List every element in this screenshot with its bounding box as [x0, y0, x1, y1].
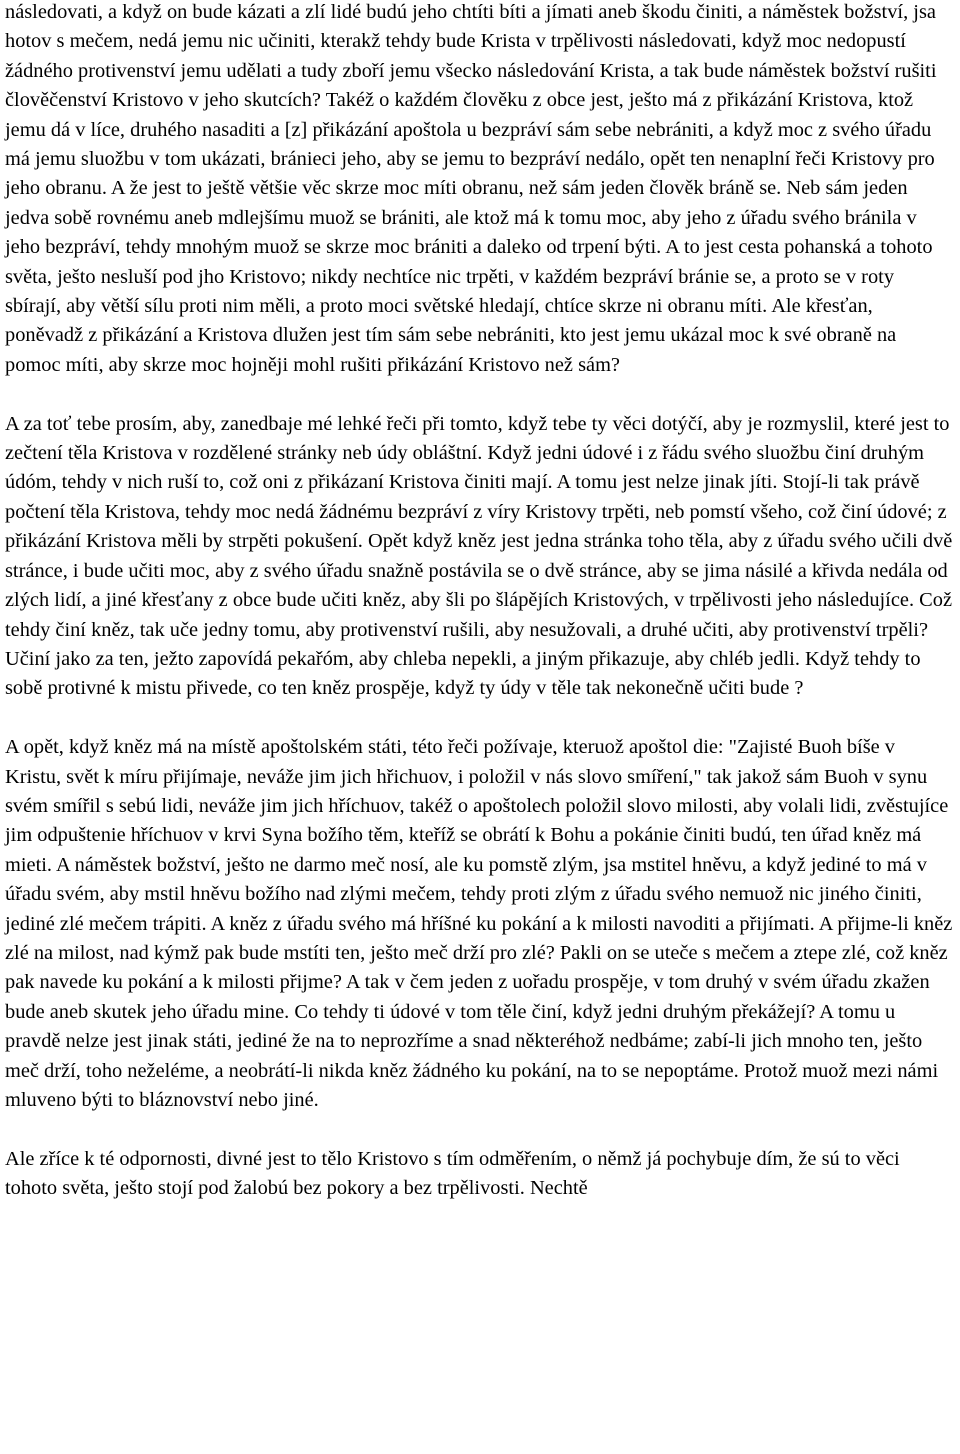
paragraph-1: následovati, a když on bude kázati a zlí lidé budú jeho chtíti bíti a jímati aneb škodu činiti, a náměstek božství, jsa hotov s mečem, nedá jemu nic učiniti, kterakž tehdy bude Krista v trpělivosti následovati, když moc nedopustí žádného protivenství jemu udělati a tudy zboří jemu všecko následování Krista, a tak bude náměstek božství rušiti člověčenství Kristovo v jeho skutcích? Takéž o každém člověku z obce jest, ješto má z přikázání Kristova, ktož jemu dá v líce, druhého nasaditi a [z] přikázání apoštola u bezpráví sám sebe nebrániti, a když moc z svého úřadu má jemu sluožbu v tom ukázati, bránieci jeho, aby se jemu to bezpráví nedálo, opět ten nenaplní řeči Kristovy pro jeho obranu. A že jest to ještě většie věc skrze moc míti obranu, než sám jeden člověk bráně se. Neb sám jeden jedva sobě rovnému aneb mdlejšímu muož se brániti, ale ktož má k tomu moc, aby jeho z úřadu svého bránila v jeho bezpráví, tehdy mnohým muož se skrze moc brániti a daleko od trpení býti. A to jest cesta pohanská a tohoto světa, ješto nesluší pod jho Kristovo; nikdy nechtíce nic trpěti, v každém bezpráví bránie se, a proto se v roty sbírají, aby větší sílu proti nim měli, a proto moci světské hledají, chtíce skrze ni obranu míti. Ale křesťan, poněvadž z přikázání a Kristova dlužen jest tím sám sebe nebrániti, kto jest jemu ukázal moc k své obraně na pomoc míti, aby skrze moc hojněji mohl rušiti přikázání Kristovo než sám? — [5, 1, 937, 376]
paragraph-2: A za toť tebe prosím, aby, zanedbaje mé lehké řeči při tomto, když tebe ty věci dotýčí, aby je rozmyslil, které jest to zečtení těla Kristova v rozdělené stránky neb údy obláštní. Když jedni údové i z řádu svého sluožbu činí druhým údóm, tehdy v nich ruší to, což oni z přikázaní Kristova činiti mají. A tomu jest nelze jinak jíti. Stojí-li tak právě počtení těla Kristova, tehdy moc nedá žádnému bezpráví z víry Kristovy trpěti, neb pomstí všeho, což činí údové; z přikázání Kristova měli by strpěti pokušení. Opět když kněz jest jedna stránka toho těla, aby z úřadu svého učili dvě stránce, i bude učiti moc, aby z svého úřadu snažně postávila se o dvě stránce, aby se jima násilé a křivda nedála od zlých lidí, a jiné křesťany z obce bude učiti kněz, aby šli po šlápějích Kristových, v trpělivosti jeho následujíce. Což tehdy činí kněz, tak uče jedny tomu, aby protivenství rušili, aby nesužovali, a druhé učiti, aby protivenství trpěli? Učiní jako za ten, ježto zapovídá pekařóm, aby chleba nepekli, a jiným přikazuje, aby chléb jedli. Když tehdy to sobě protivné k mistu přivede, co ten kněz prospěje, když ty údy v těle tak nekonečně učiti bude ? — [5, 412, 953, 700]
paragraph-4: Ale zříce k té odpornosti, divné jest to tělo Kristovo s tím odměřením, o němž já pochybuje dím, že sú to věci tohoto světa, ješto stojí pod žalobú bez pokory a bez trpělivosti. Nechtě — [5, 1147, 900, 1200]
document-page — [5, 0, 955, 1204]
paragraph-3: A opět, když kněz má na místě apoštolském státi, této řeči požívaje, kteruož apoštol die: "Zajisté Buoh bíše v Kristu, svět k míru přijímaje, neváže jim jich hřichuov, i položil v nás slovo smíření," tak jakož sám Buoh v synu svém smířil s sebú lidi, neváže jim jich hříchuov, takéž o apoštolech položil slovo milosti, aby volali lidi, zvěstujíce jim odpuštenie hříchuov v krvi Syna božího těm, kteříž se obrátí k Bohu a pokánie činiti budú, ten úřad kněz má mieti. A náměstek božství, ješto ne darmo meč nosí, ale ku pomstě zlým, jsa mstitel hněvu, a když jediné to má v úřadu svém, aby mstil hněvu božího nad zlými mečem, tehdy proti zlým z úřadu svého nemuož nic jiného činiti, jediné zlé mečem trápiti. A kněz z úřadu svého má hříšné ku pokání a k milosti navoditi a přijímati. A přijme-li kněz zlé na milost, nad kýmž pak bude mstíti ten, ješto meč drží pro zlé? Pakli on se uteče s mečem a ztepe zlé, což kněz pak navede ku pokání a k milosti přijme? A tak v čem jeden z uořadu prospěje, v tom druhý v svém úřadu zkažen bude aneb skutek jeho úřadu mine. Co tehdy ti údové v tom těle činí, když jedni druhým překážejí? A tomu u pravdě nelze jest jinak státi, jediné že na to neprozříme a snad některéhož nedbáme; zabí-li jich mnoho ten, ješto meč drží, toho neželéme, a neobrátí-li nikda kněz žádného ku pokání, na to se nepoptáme. Protož muož mezi námi mluveno býti to bláznovství nebo jiné. — [5, 736, 953, 1111]
